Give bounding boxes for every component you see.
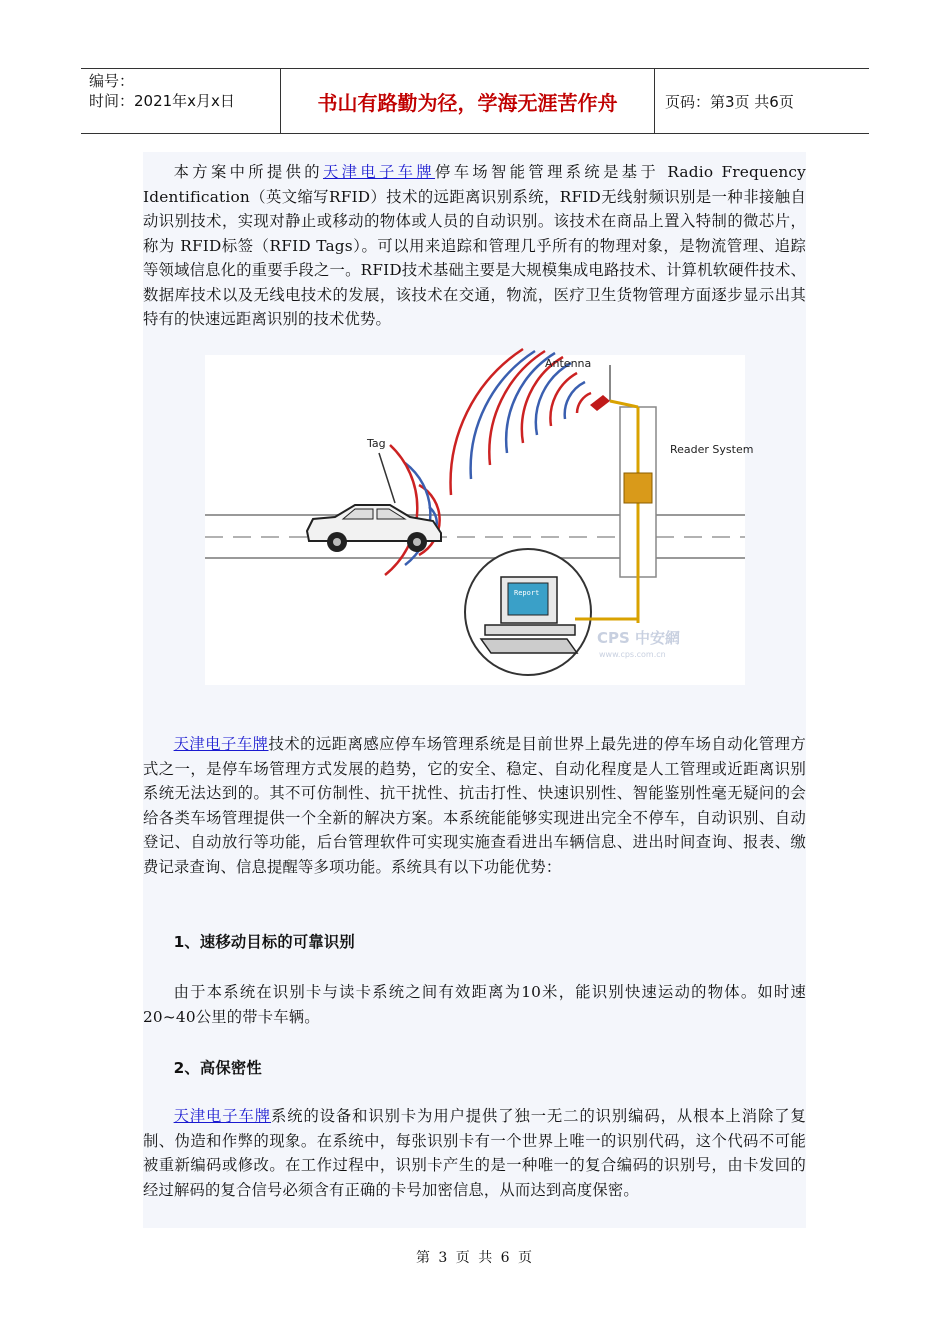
paragraph-text: 技术的远距离感应停车场管理系统是目前世界上最先进的停车场自动化管理方式之一，是停车场管理方式发展的趋势，它的安全、稳定、自动化程度是人工管理或近距离识别系统无法达到的。其不可仿制性、抗干扰性、抗击打性、快速识别性、智能鉴别性毫无疑问的会给各类车场管理提供一个全新的解决方案。本系统能能够实现进出完全不停车，自动识别、自动登记、自动放行等功能，后台管理软件可实现实施查看进出车辆信息、进出时间查询、报表、缴费记录查询、信息提醒等多项功能。系统具有以下功能优势：	[143, 735, 807, 876]
section-heading-security: 2、高保密性	[173, 1059, 262, 1077]
paragraph-security	[143, 1104, 806, 1202]
tag-label: Tag	[367, 437, 386, 450]
watermark-logo: CPS 中安網	[597, 629, 681, 647]
paragraph-prefix: 本方案中所提供的	[173, 163, 323, 181]
paragraph-fast-recognition: 由于本系统在识别卡与读卡系统之间有效距离为10米，能识别快速运动的物体。如时速20~40公里的带卡车辆。	[143, 983, 806, 1026]
section-heading-fast-recognition: 1、速移动目标的可靠识别	[173, 933, 355, 951]
report-screen-label: Report	[514, 589, 540, 597]
tianjin-plate-link[interactable]: 天津电子车牌	[173, 1107, 271, 1125]
watermark-url: www.cps.com.cn	[599, 650, 666, 659]
radio-waves	[451, 349, 591, 495]
paragraph-rfid-intro	[143, 160, 806, 332]
document-date: 时间：2021年x月x日	[89, 92, 235, 110]
page-footer: 第 3 页 共 6 页	[415, 1250, 535, 1266]
tianjin-plate-link[interactable]: 天津电子车牌	[322, 163, 436, 181]
header-motto: 书山有路勤为径，学海无涯苦作舟	[281, 69, 655, 133]
car-icon	[307, 505, 441, 552]
road	[205, 515, 745, 558]
header-meta	[81, 69, 281, 133]
page-header	[81, 68, 869, 134]
rfid-diagram-svg	[205, 355, 754, 685]
tag-pointer	[379, 453, 395, 503]
tianjin-plate-link[interactable]: 天津电子车牌	[173, 735, 269, 753]
reader-system-label: Reader System	[670, 443, 754, 456]
header-page-info: 页码：第3页 共6页	[665, 92, 794, 111]
document-body	[143, 152, 806, 1228]
paragraph-system-overview	[143, 732, 806, 879]
antenna-label: Antenna	[545, 357, 592, 370]
antenna-icon	[590, 395, 610, 411]
paragraph-text: 系统的设备和识别卡为用户提供了独一无二的识别编码，从根本上消除了复制、伪造和作弊的现象。在系统中，每张识别卡有一个世界上唯一的识别代码，这个代码不可能被重新编码或修改。在工作过程中，识别卡产生的是一种唯一的复合编码的识别号，由卡发回的经过解码的复合信号必须含有正确的卡号加密信息，从而达到高度保密。	[143, 1107, 806, 1199]
paragraph-text: 停车场智能管理系统是基于 Radio Frequency Identification（英文缩写RFID）技术的远距离识别系统，RFID无线射频识别是一种非接触自动识别技术，实现对静止或移动的物体或人员的自动识别。该技术在商品上置入特制的微芯片，称为 RFID标签（RFID Tags）。可以用来追踪和管理几乎所有的物理对象，是物流管理、追踪等领域信息化的重要手段之一。RFID技术基础主要是大规模集成电路技术、计算机软硬件技术、数据库技术以及无线电技术的发展，该技术在交通，物流，医疗卫生货物管理方面逐步显示出其特有的快速远距离识别的技术优势。	[143, 163, 806, 328]
reader-pole	[610, 365, 656, 623]
rfid-diagram	[205, 355, 754, 685]
document-number-label: 编号：	[89, 72, 135, 90]
